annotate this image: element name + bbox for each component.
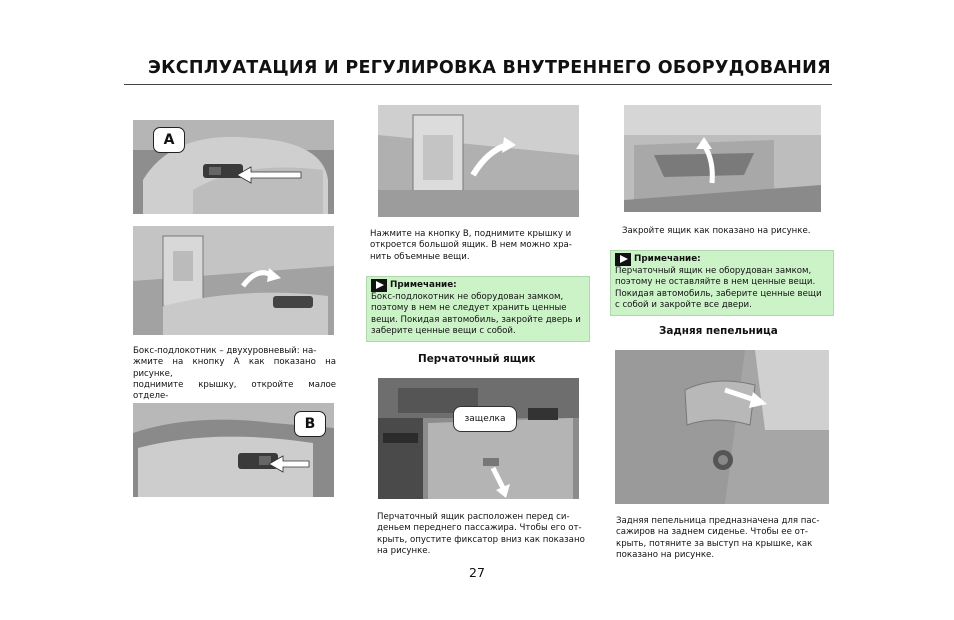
callout-a: A: [153, 127, 185, 153]
armrest-description: Бокс-подлокотник – двухуровневый: на- жмите на кнопку А как показано на рисунке, поднимите крышку, откройте малое отделе-: [133, 346, 336, 402]
note-label: Примечание:: [634, 253, 701, 264]
note-flag-icon: [615, 253, 631, 266]
glovebox-description: Перчаточный ящик расположен перед си- деньем переднего пассажира. Чтобы его от- крыть, опустите фиксатор вниз как показано на рисунке.: [377, 512, 585, 556]
glovebox-photo: [378, 378, 579, 499]
rear-ashtray-photo: [615, 350, 829, 504]
armrest-large-box-text: Нажмите на кнопку В, поднимите крышку и откроется большой ящик. В нем можно хра- нить объемные вещи.: [370, 229, 572, 262]
note-label: Примечание:: [390, 279, 457, 290]
ashtray-description: Задняя пепельница предназначена для пас- сажиров на заднем сиденье. Чтобы ее от- крыть, потяните за выступ на крышке, как показано на рисунке.: [616, 516, 820, 560]
note-flag-icon: [371, 279, 387, 292]
callout-b: B: [294, 411, 326, 437]
ashtray-heading: Задняя пепельница: [659, 325, 778, 337]
page-number: 27: [469, 565, 485, 580]
glovebox-close-text: Закройте ящик как показано на рисунке.: [622, 226, 811, 236]
page-title: ЭКСПЛУАТАЦИЯ И РЕГУЛИРОВКА ВНУТРЕННЕГО ОБОРУДОВАНИЯ: [148, 58, 831, 78]
title-rule: [124, 84, 832, 85]
glovebox-closing-photo: [624, 105, 821, 212]
glovebox-heading: Перчаточный ящик: [418, 353, 536, 365]
armrest-open-photo: [133, 226, 334, 335]
latch-callout: защелка: [453, 406, 517, 432]
armrest-large-box-photo: [378, 105, 579, 217]
glovebox-note: [610, 250, 834, 316]
armrest-note: [366, 276, 590, 342]
note-text: Перчаточный ящик не оборудован замком, поэтому не оставляйте в нем ценные вещи. Покидая автомобиль, заберите ценные вещи с собой и закройте все двери.: [615, 266, 822, 310]
note-text: Бокс-подлокотник не оборудован замком, поэтому в нем не следует хранить ценные вещи. Покидая автомобиль, закройте дверь и заберите ценные вещи с собой.: [371, 292, 581, 336]
